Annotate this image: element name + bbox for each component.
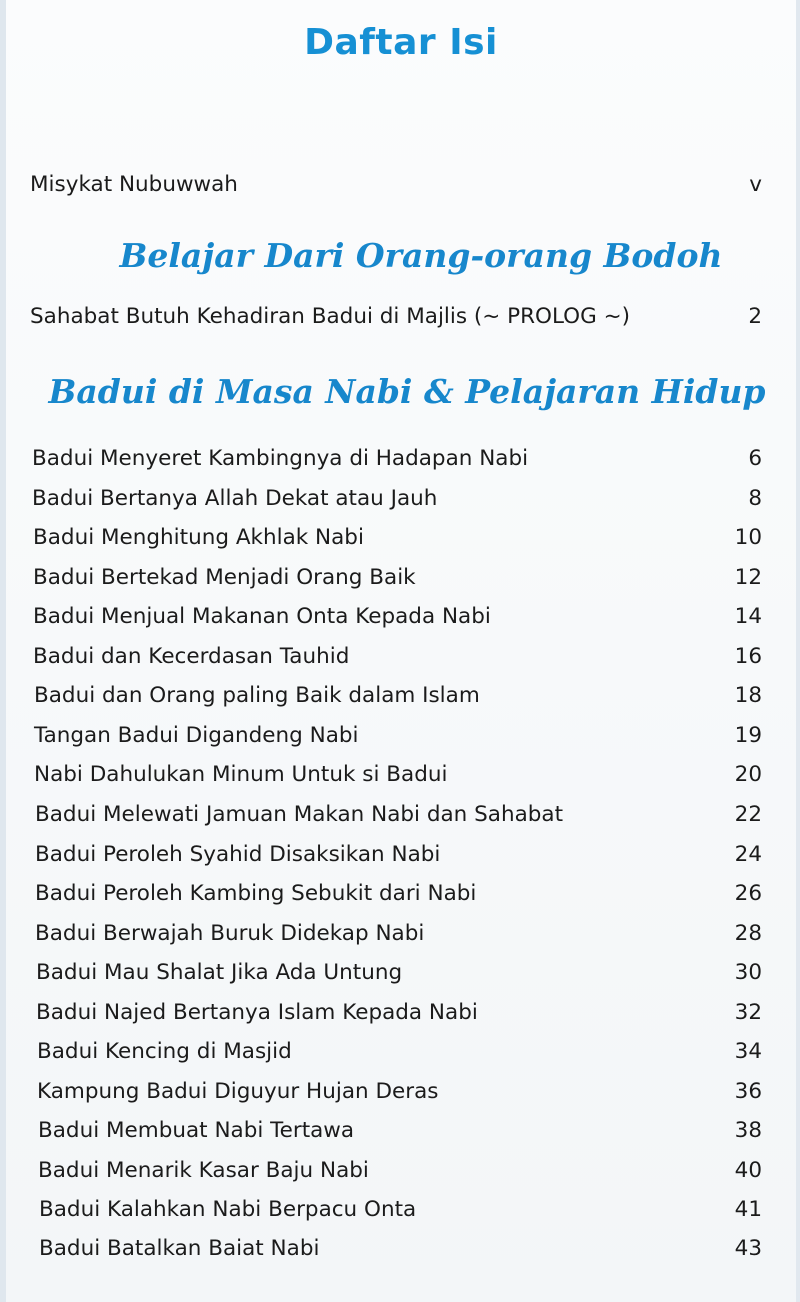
toc-entry-label: Badui Kencing di Masjid (37, 1039, 292, 1064)
toc-entry-page: 10 (734, 525, 762, 550)
toc-entry-label: Badui Bertanya Allah Dekat atau Jauh (32, 486, 438, 511)
toc-entry-label: Badui Batalkan Baiat Nabi (39, 1236, 320, 1261)
toc-entry-label: Badui dan Kecerdasan Tauhid (33, 644, 350, 669)
toc-entry-page: 20 (734, 762, 762, 787)
toc-entry-label: Badui Menyeret Kambingnya di Hadapan Nabi (32, 446, 529, 471)
toc-entry[interactable] (36, 1000, 762, 1025)
toc-entry-label: Badui dan Orang paling Baik dalam Islam (34, 683, 480, 708)
toc-entry-label: Kampung Badui Diguyur Hujan Deras (37, 1079, 439, 1104)
toc-entry[interactable] (39, 1197, 762, 1222)
toc-entry[interactable] (34, 723, 762, 748)
toc-entry-label: Badui Menghitung Akhlak Nabi (33, 525, 364, 550)
toc-entry[interactable] (34, 762, 762, 787)
toc-entry-page: 26 (734, 881, 762, 906)
toc-entry-page: 38 (734, 1118, 762, 1143)
toc-entry-label: Badui Menarik Kasar Baju Nabi (38, 1158, 369, 1183)
toc-entry-label: Badui Berwajah Buruk Didekap Nabi (35, 921, 425, 946)
toc-entry-page: 6 (748, 446, 762, 471)
toc-entry-page: v (749, 172, 762, 197)
toc-entry-page: 22 (734, 802, 762, 827)
toc-entry[interactable] (35, 802, 762, 827)
toc-entry[interactable] (38, 1118, 762, 1143)
toc-entry[interactable] (38, 1158, 762, 1183)
toc-entry-front[interactable] (30, 172, 762, 198)
toc-entry-page: 8 (748, 486, 762, 511)
toc-entry-page: 12 (734, 565, 762, 590)
toc-entry-page: 14 (734, 604, 762, 629)
toc-entry[interactable] (35, 921, 762, 946)
toc-entry[interactable] (33, 644, 762, 669)
toc-entry-label: Badui Mau Shalat Jika Ada Untung (36, 960, 403, 985)
toc-entry[interactable] (35, 842, 762, 867)
toc-entry-label: Badui Bertekad Menjadi Orang Baik (33, 565, 416, 590)
toc-entry[interactable] (32, 486, 762, 511)
toc-entry-prolog[interactable] (30, 304, 762, 330)
section-heading-1: Belajar Dari Orang-orang Bodoh (119, 236, 723, 275)
toc-entry[interactable] (34, 683, 762, 708)
toc-entry[interactable] (32, 446, 762, 471)
toc-entry-label: Badui Menjual Makanan Onta Kepada Nabi (33, 604, 491, 629)
toc-entry-label: Badui Najed Bertanya Islam Kepada Nabi (36, 1000, 478, 1025)
toc-entry[interactable] (33, 565, 762, 590)
toc-entry-label: Badui Peroleh Syahid Disaksikan Nabi (35, 842, 441, 867)
toc-entry-page: 16 (734, 644, 762, 669)
toc-entry-label: Badui Peroleh Kambing Sebukit dari Nabi (35, 881, 477, 906)
toc-entry-label: Misykat Nubuwwah (30, 172, 238, 197)
toc-entry[interactable] (33, 525, 762, 550)
toc-entry-page: 41 (734, 1197, 762, 1222)
toc-entry-page: 36 (734, 1079, 762, 1104)
section-heading-2: Badui di Masa Nabi & Pelajaran Hidup (48, 372, 766, 411)
toc-entry-page: 30 (734, 960, 762, 985)
toc-entry-page: 34 (734, 1039, 762, 1064)
toc-entry-label: Sahabat Butuh Kehadiran Badui di Majlis (~ PROLOG ~) (30, 304, 630, 329)
toc-entry[interactable] (39, 1236, 762, 1261)
toc-entry-page: 2 (748, 304, 762, 329)
toc-entry-page: 24 (734, 842, 762, 867)
toc-entry[interactable] (37, 1039, 762, 1064)
toc-entry-page: 18 (734, 683, 762, 708)
toc-entry-label: Tangan Badui Digandeng Nabi (34, 723, 359, 748)
toc-entry-page: 19 (734, 723, 762, 748)
toc-entry[interactable] (37, 1079, 762, 1104)
toc-entry-page: 40 (734, 1158, 762, 1183)
toc-entry-page: 32 (734, 1000, 762, 1025)
toc-entry-label: Badui Melewati Jamuan Makan Nabi dan Sahabat (35, 802, 564, 827)
page-title: Daftar Isi (304, 22, 498, 63)
toc-entry[interactable] (35, 881, 762, 906)
toc-entry-page: 43 (734, 1236, 762, 1261)
toc-entry-label: Nabi Dahulukan Minum Untuk si Badui (34, 762, 448, 787)
toc-entry[interactable] (36, 960, 762, 985)
toc-entry-label: Badui Kalahkan Nabi Berpacu Onta (39, 1197, 417, 1222)
toc-entry-label: Badui Membuat Nabi Tertawa (38, 1118, 355, 1143)
toc-entry-page: 28 (734, 921, 762, 946)
toc-entry[interactable] (33, 604, 762, 629)
